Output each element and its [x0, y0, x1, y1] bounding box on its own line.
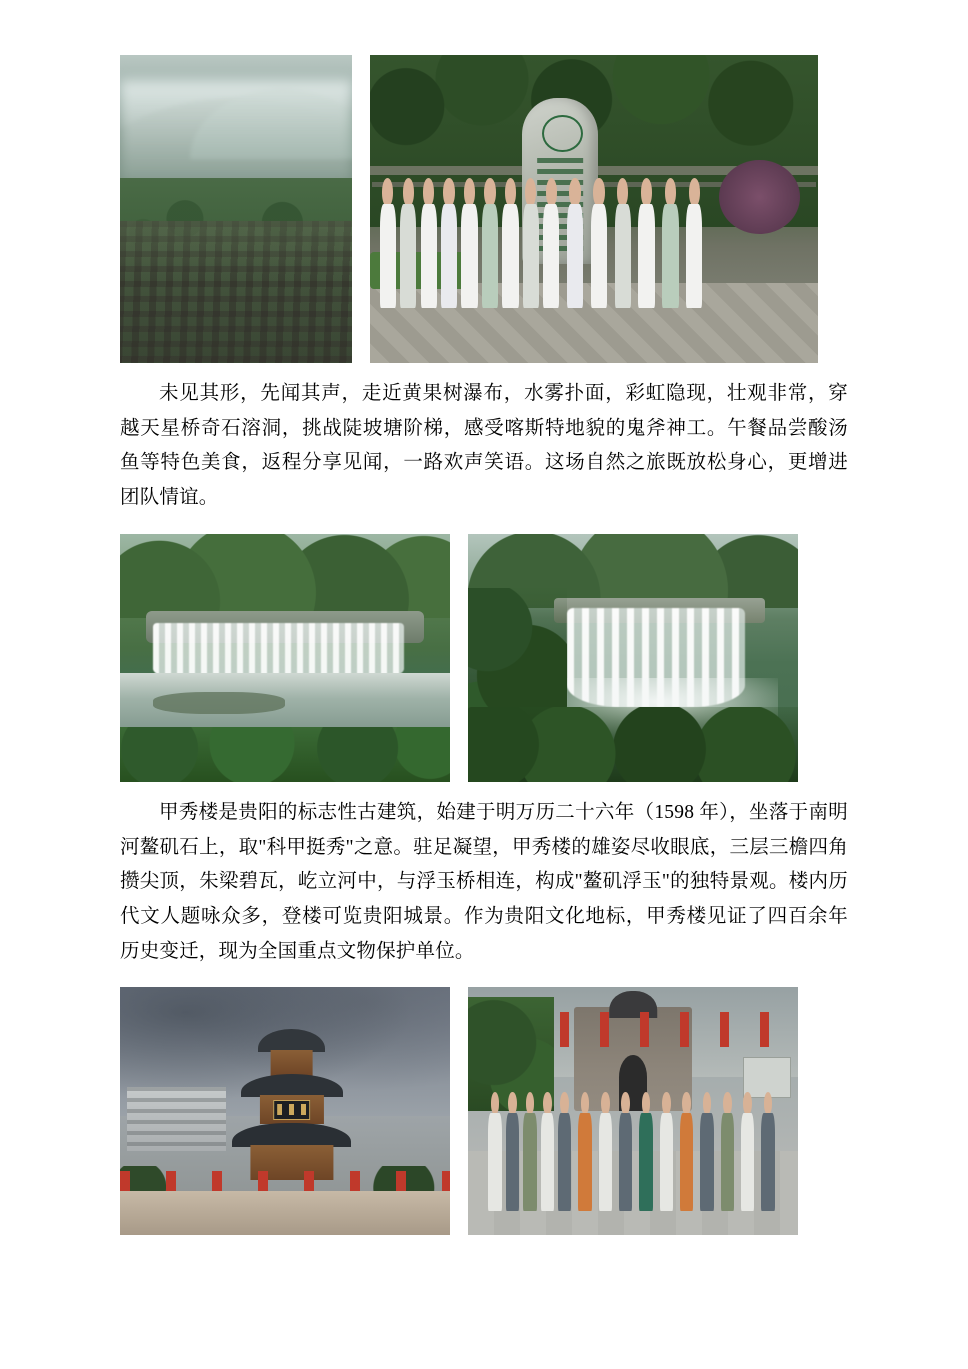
- group-of-people: [488, 1092, 778, 1211]
- tower-name-plaque: [273, 1100, 311, 1119]
- mist-layer: [120, 80, 352, 185]
- photo-doupotang-waterfall: [120, 534, 450, 782]
- modern-building: [127, 1087, 226, 1151]
- photo-group-at-ancient-gate: [468, 987, 798, 1235]
- image-row-2: [120, 534, 848, 782]
- tower-roof-middle: [241, 1074, 343, 1097]
- photo-huangguoshu-waterfall: [468, 534, 798, 782]
- group-of-people: [379, 178, 720, 307]
- red-flags: [560, 1012, 771, 1047]
- photo-group-at-scenic-stone-monument: [370, 55, 818, 363]
- photo-jiaxiu-tower: [120, 987, 450, 1235]
- background-hills: [120, 534, 450, 618]
- image-row-1: [120, 55, 848, 363]
- riverside-wall: [120, 1191, 450, 1236]
- tower-tier-top: [270, 1050, 313, 1076]
- paragraph-huangguoshu: 未见其形，先闻其声，走近黄果树瀑布，水雾扑面，彩虹隐现，壮观非常，穿越天星桥奇石溶洞，挑战陡坡塘阶梯，感受喀斯特地貌的鬼斧神工。午餐品尝酸汤鱼等特色美食，返程分享见闻，一路欢声笑语。这场自然之旅既放松身心，更增进团队情谊。: [120, 383, 848, 509]
- tower-roof-bottom: [232, 1123, 351, 1147]
- image-row-3: [120, 987, 848, 1235]
- foreground-vegetation: [120, 727, 450, 782]
- purple-shrub: [719, 160, 800, 234]
- foreground-trees: [468, 707, 798, 781]
- village-houses: [120, 221, 352, 363]
- photo-misty-mountain-village: [120, 55, 352, 363]
- tower-roof-top: [258, 1029, 325, 1052]
- paragraph-jiaxiu-tower: 甲秀楼是贵阳的标志性古建筑，始建于明万历二十六年（1598 年），坐落于南明河鳌矶石上，取"科甲挺秀"之意。驻足凝望，甲秀楼的雄姿尽收眼底，三层三檐四角攒尖顶，朱梁碧瓦，屹立河中，与浮玉桥相连，构成"鳌矶浮玉"的独特景观。楼内历代文人题咏众多，登楼可览贵阳城景。作为贵阳文化地标，甲秀楼见证了四百余年历史变迁，现为全国重点文物保护单位。: [120, 801, 848, 962]
